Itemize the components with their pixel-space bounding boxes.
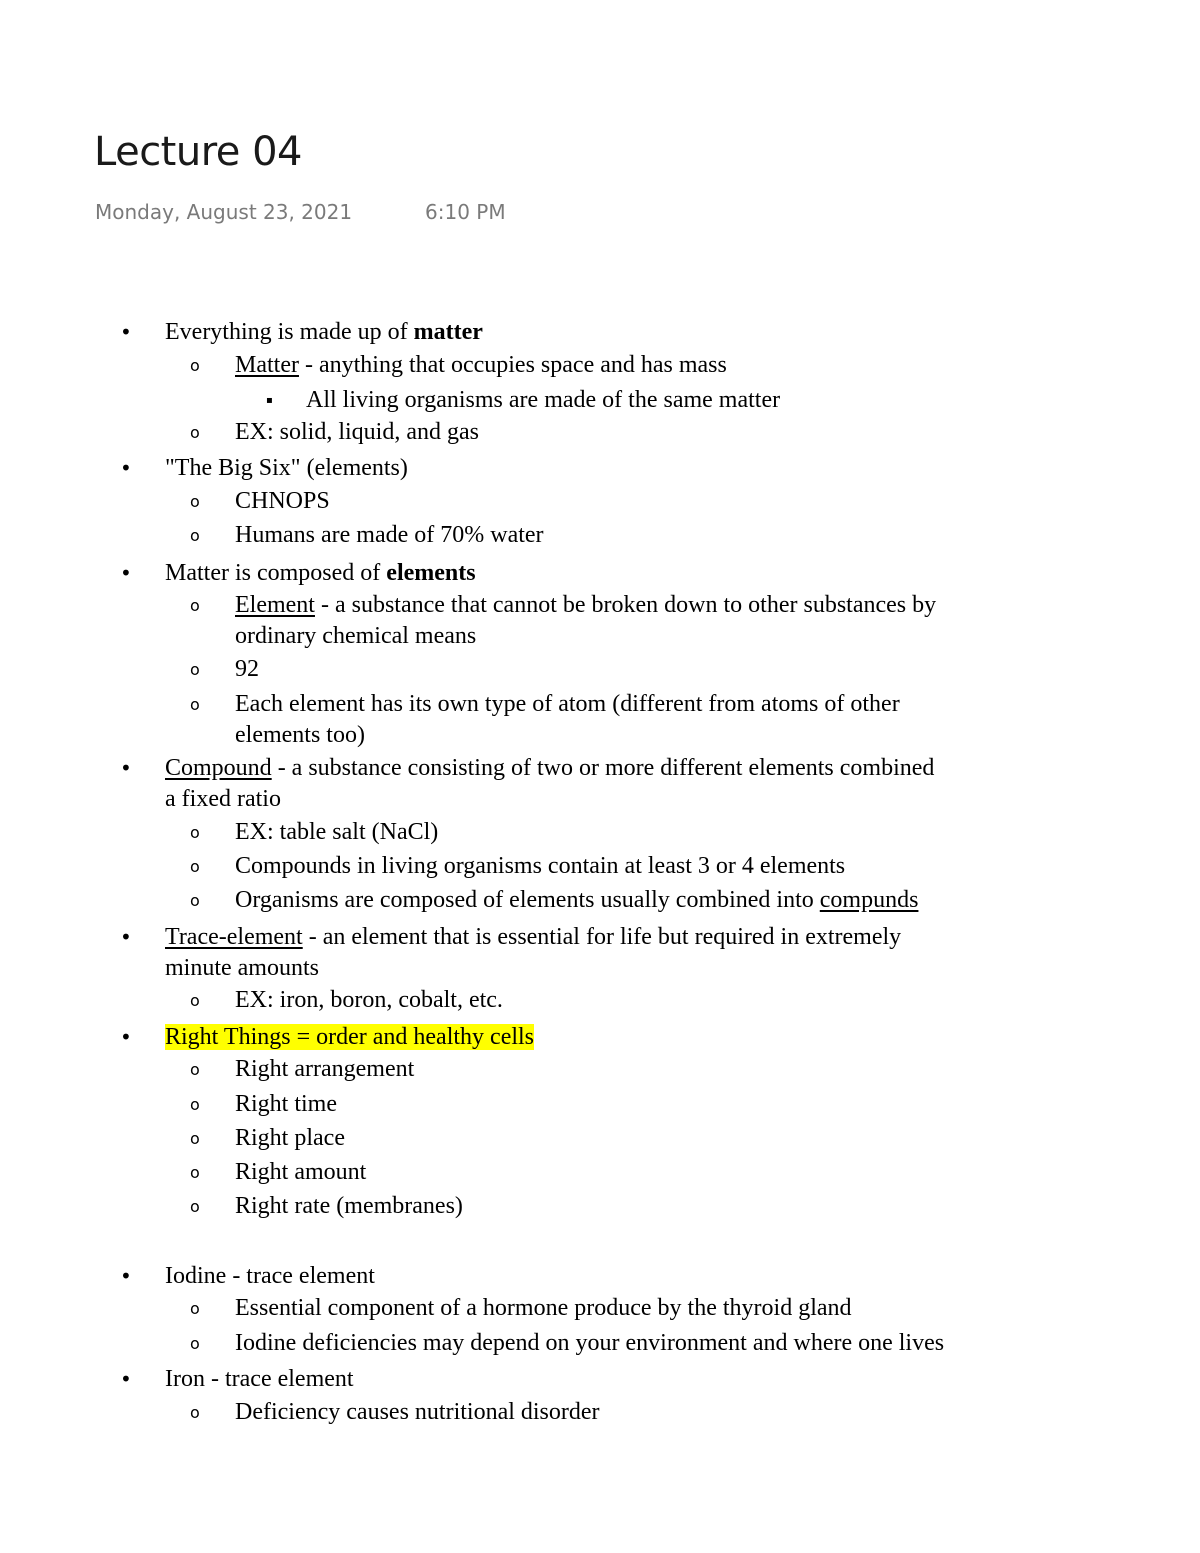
bullet-circle-icon: o <box>190 991 200 1010</box>
list-item: Iodine - trace element <box>165 1263 375 1289</box>
list-item: 92 <box>235 656 259 682</box>
bullet-circle-icon: o <box>190 492 200 511</box>
bullet-dot-icon: • <box>120 320 132 344</box>
bullet-dot-icon: • <box>120 925 132 949</box>
highlighted-text: Right Things = order and healthy cells <box>165 1024 535 1050</box>
bullet-circle-icon: o <box>190 526 200 545</box>
list-item: All living organisms are made of the same matter <box>306 387 781 413</box>
bullet-circle-icon: o <box>190 1060 200 1079</box>
bullet-dot-icon: • <box>120 561 132 585</box>
bullet-circle-icon: o <box>190 660 200 679</box>
list-item: Matter - anything that occupies space and has mass <box>235 352 727 378</box>
list-item: Each element has its own type of atom (different from atoms of other <box>235 691 900 717</box>
bullet-circle-icon: o <box>190 1095 200 1114</box>
list-item-continued: ordinary chemical means <box>235 623 477 649</box>
list-item: Compound - a substance consisting of two or more different elements combined <box>165 755 935 781</box>
bullet-circle-icon: o <box>190 1299 200 1318</box>
bullet-circle-icon: o <box>190 695 200 714</box>
bullet-dot-icon: • <box>120 1025 132 1049</box>
list-item: EX: table salt (NaCl) <box>235 819 439 845</box>
bullet-circle-icon: o <box>190 1334 200 1353</box>
note-time: 6:10 PM <box>425 200 506 224</box>
list-item <box>165 1022 534 1053</box>
list-item-continued: minute amounts <box>165 955 319 981</box>
bullet-circle-icon: o <box>190 596 200 615</box>
list-item-continued: elements too) <box>235 722 365 748</box>
list-item: EX: iron, boron, cobalt, etc. <box>235 987 503 1013</box>
bullet-circle-icon: o <box>190 1197 200 1216</box>
bullet-dot-icon: • <box>120 756 132 780</box>
list-item: Essential component of a hormone produce by the thyroid gland <box>235 1295 852 1321</box>
bullet-circle-icon: o <box>190 356 200 375</box>
list-item: Organisms are composed of elements usually combined into compunds <box>235 887 919 913</box>
bullet-dot-icon: • <box>120 1264 132 1288</box>
list-item: Right arrangement <box>235 1056 415 1082</box>
page-title: Lecture 04 <box>94 129 303 175</box>
bullet-circle-icon: o <box>190 891 200 910</box>
bullet-circle-icon: o <box>190 1403 200 1422</box>
bullet-circle-icon: o <box>190 857 200 876</box>
bullet-circle-icon: o <box>190 823 200 842</box>
bullet-square-icon: ▪ <box>266 395 273 406</box>
list-item: Element - a substance that cannot be broken down to other substances by <box>235 592 937 618</box>
list-item: CHNOPS <box>235 488 330 514</box>
list-item: Deficiency causes nutritional disorder <box>235 1399 600 1425</box>
bullet-circle-icon: o <box>190 423 200 442</box>
list-item: Iodine deficiencies may depend on your environment and where one lives <box>235 1330 945 1356</box>
list-item: "The Big Six" (elements) <box>165 455 408 481</box>
list-item-continued: a fixed ratio <box>165 786 281 812</box>
bullet-dot-icon: • <box>120 456 132 480</box>
bullet-circle-icon: o <box>190 1129 200 1148</box>
list-item: Right time <box>235 1091 337 1117</box>
bullet-circle-icon: o <box>190 1163 200 1182</box>
list-item: EX: solid, liquid, and gas <box>235 419 479 445</box>
list-item: Right place <box>235 1125 345 1151</box>
list-item: Everything is made up of matter <box>165 319 483 345</box>
bullet-dot-icon: • <box>120 1367 132 1391</box>
list-item: Right amount <box>235 1159 367 1185</box>
list-item: Right rate (membranes) <box>235 1193 463 1219</box>
list-item: Trace-element - an element that is essential for life but required in extremely <box>165 924 902 950</box>
list-item: Iron - trace element <box>165 1366 354 1392</box>
list-item: Humans are made of 70% water <box>235 522 544 548</box>
list-item: Compounds in living organisms contain at least 3 or 4 elements <box>235 853 846 879</box>
list-item: Matter is composed of elements <box>165 560 476 586</box>
note-date: Monday, August 23, 2021 <box>95 200 353 224</box>
